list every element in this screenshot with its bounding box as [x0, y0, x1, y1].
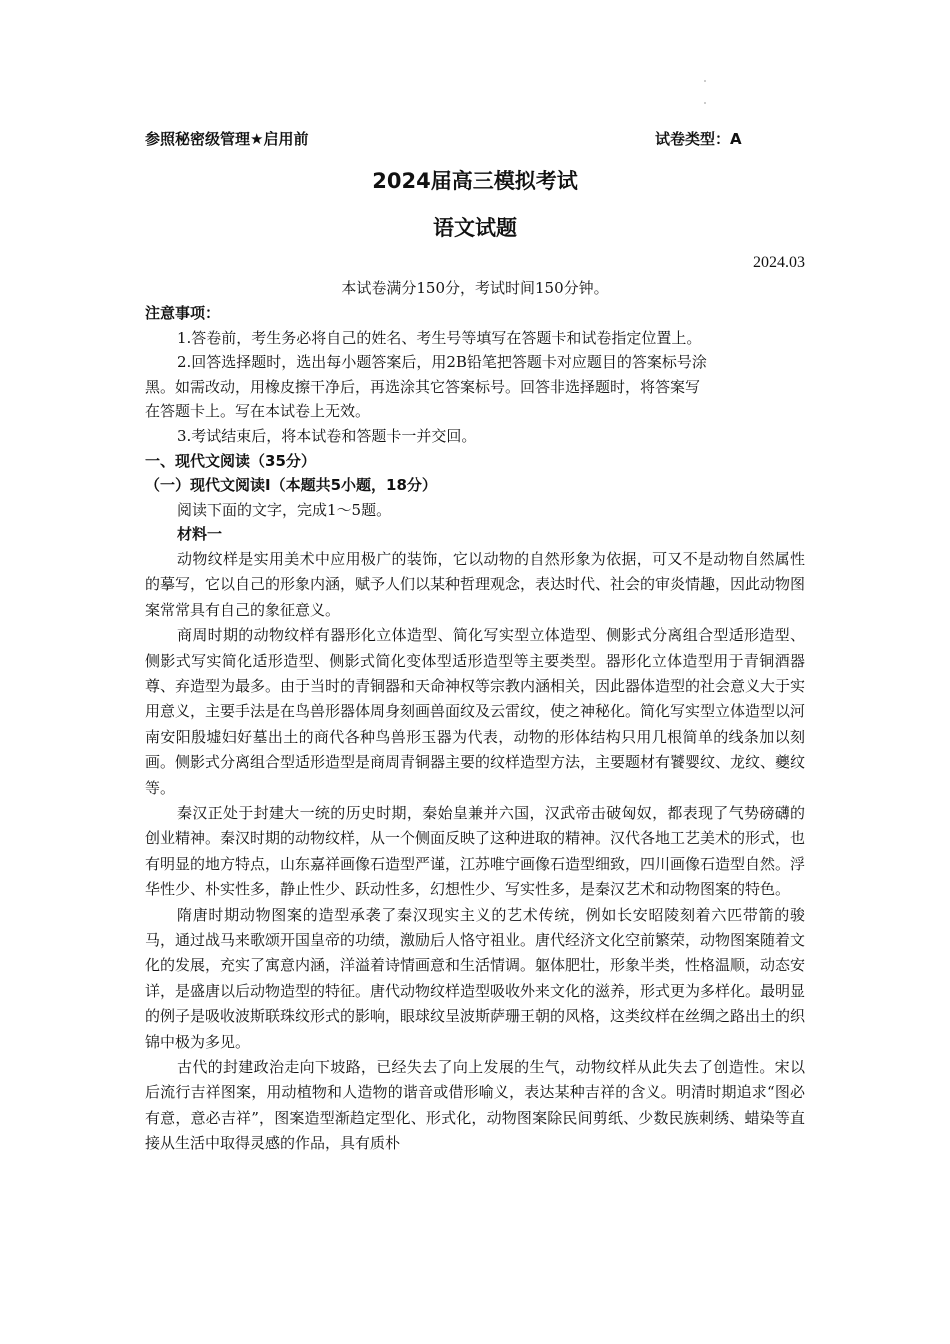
paper-type-label: 试卷类型：A [655, 130, 742, 148]
confidentiality-label: 参照秘密级管理★启用前 [145, 130, 309, 148]
paragraph-1: 动物纹样是实用美术中应用极广的装饰，它以动物的自然形象为依据，可又不是动物自然属性的摹写，它以自己的形象内涵，赋予人们以某种哲理观念，表达时代、社会的审炎情趣，因此动物图案常常具有自己的象征意义。 [145, 549, 806, 619]
scan-speck [704, 80, 706, 82]
section-heading: 一、现代文阅读（35分） [145, 451, 316, 470]
exam-meta: 本试卷满分150分，考试时间150分钟。 [341, 279, 609, 297]
exam-title: 2024届高三模拟考试 [372, 169, 578, 193]
notice-item-3: 3.考试结束后，将本试卷和答题卡一并交回。 [177, 426, 477, 445]
paragraph-4: 隋唐时期动物图案的造型承袭了秦汉现实主义的艺术传统，例如长安昭陵刻着六匹带箭的骏马，通过战马来歌颂开国皇帝的功绩，激励后人恪守祖业。唐代经济文化空前繁荣，动物图案随着文化的发展，充实了寓意内涵，洋溢着诗情画意和生活情调。躯体肥壮，形象半类，性格温顺，动态安详，是盛唐以后动物造型的特征。唐代动物纹样造型吸收外来文化的滋养，形式更为多样化。最明显的例子是吸收波斯联珠纹形式的影响，眼球纹呈波斯萨珊王朝的风格，这类纹样在丝绸之路出土的织锦中极为多见。 [145, 905, 806, 1051]
reading-instruction: 阅读下面的文字，完成1～5题。 [177, 500, 392, 519]
paragraph-5: 古代的封建政治走向下坡路，已经失去了向上发展的生气，动物纹样从此失去了创造性。宋以后流行吉祥图案，用动植物和人造物的谐音或借形喻义，表达某种吉祥的含义。明清时期追求“图必有意，意必吉祥”，图案造型渐趋定型化、形式化，动物图案除民间剪纸、少数民族刺绣、蜡染等直接从生活中取得灵感的作品，具有质朴 [145, 1058, 805, 1153]
notice-heading: 注意事项： [145, 304, 221, 322]
notice-item-2-line-1: 2.回答选择题时，选出每小题答案后，用2B铅笔把答题卡对应题目的答案标号涂 [177, 353, 707, 372]
exam-body [145, 301, 805, 1157]
material-label: 材料一 [177, 525, 223, 544]
notice-item-2-line-2: 黑。如需改动，用橡皮擦干净后，再选涂其它答案标号。回答非选择题时，将答案写 [145, 377, 701, 396]
subject-title: 语文试题 [433, 216, 517, 240]
subsection-heading: （一）现代文阅读Ⅰ（本题共5小题，18分） [145, 476, 437, 495]
exam-date: 2024.03 [753, 254, 805, 271]
notice-item-1: 1.答卷前，考生务必将自己的姓名、考生号等填写在答题卡和试卷指定位置上。 [177, 328, 702, 347]
scan-speck [704, 102, 706, 104]
paragraph-2: 商周时期的动物纹样有器形化立体造型、简化写实型立体造型、侧影式分离组合型适形造型、侧影式写实简化适形造型、侧影式简化变体型适形造型等主要类型。器形化立体造型用于青铜酒器尊、弃造型为最多。由于当时的青铜器和天命神权等宗教内涵相关，因此器体造型的社会意义大于实用意义，主要手法是在鸟兽形器体周身刻画兽面纹及云雷纹，使之神秘化。简化写实型立体造型以河南安阳殷墟妇好墓出土的商代各种鸟兽形玉器为代表，动物的形体结构只用几根简单的线条加以刻画。侧影式分离组合型适形造型是商周青铜器主要的纹样造型方法，主要题材有饕婴纹、龙纹、夔纹等。 [145, 626, 806, 797]
notice-item-2-line-3: 在答题卡上。写在本试卷上无效。 [145, 402, 371, 421]
paragraph-3: 秦汉正处于封建大一统的历史时期，秦始皇兼并六国，汉武帝击破匈奴，都表现了气势磅礴的创业精神。秦汉时期的动物纹样，从一个侧面反映了这种进取的精神。汉代各地工艺美术的形式，也有明显的地方特点，山东嘉祥画像石造型严谨，江苏唯宁画像石造型细致，四川画像石造型自然。浮华性少、朴实性多，静止性少、跃动性多，幻想性少、写实性多，是秦汉艺术和动物图案的特色。 [145, 804, 806, 899]
